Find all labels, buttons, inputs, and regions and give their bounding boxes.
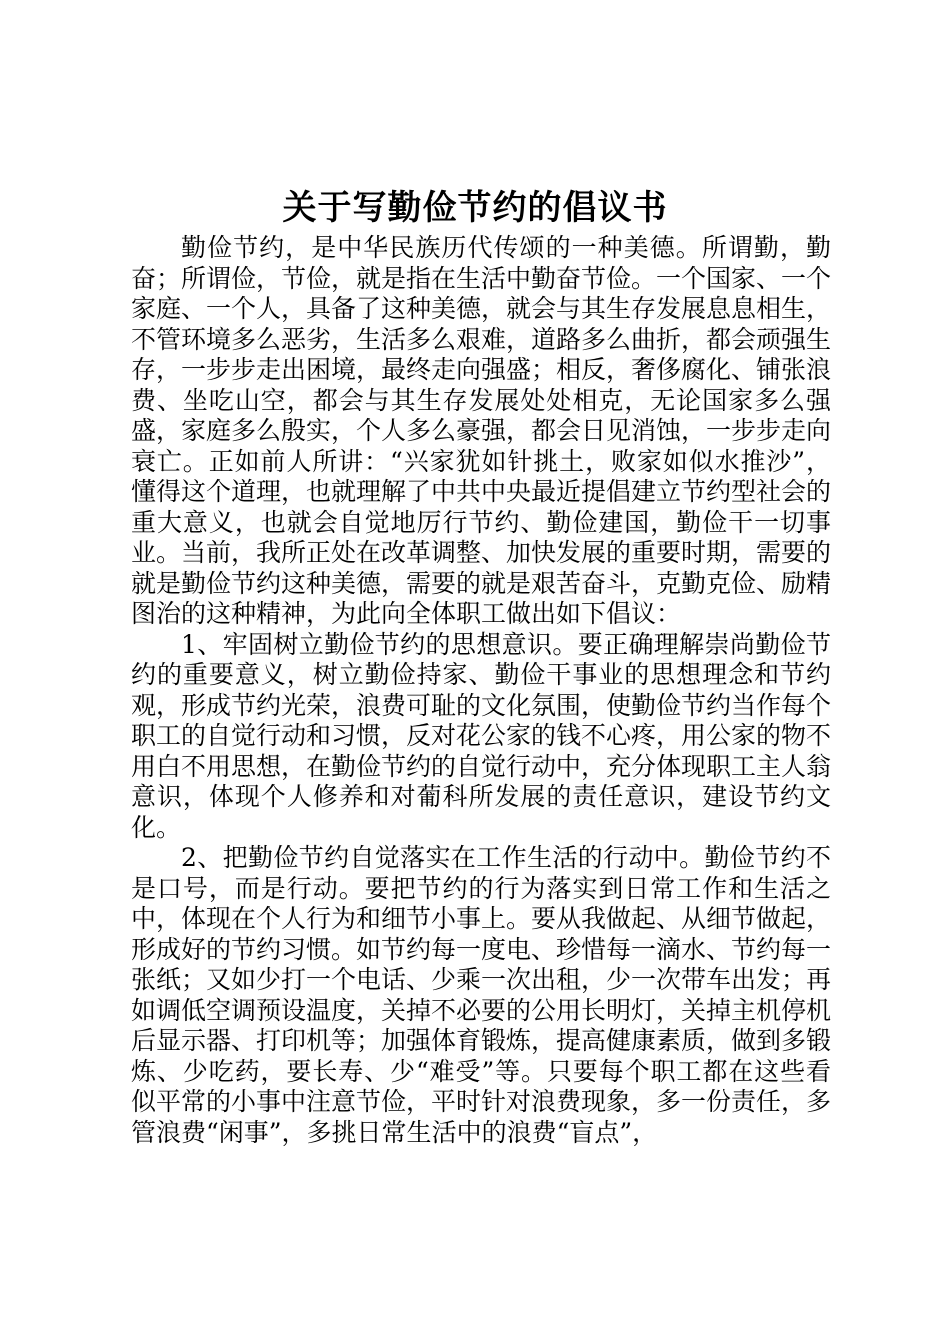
paragraph-item-2: 2、把勤俭节约自觉落实在工作生活的行动中。勤俭节约不是口号，而是行动。要把节约的行为落实到日常工作和生活之中，体现在个人行为和细节小事上。要从我做起、从细节做起，形成好的节约习惯。如节约每一度电、珍惜每一滴水、节约每一张纸；又如少打一个电话、少乘一次出租，少一次带车出发；再如调低空调预设温度，关掉不必要的公用长明灯，关掉主机停机后显示器、打印机等；加强体育锻炼，提高健康素质，做到多锻炼、少吃药，要长寿、少“难受”等。只要每个职工都在这些看似平常的小事中注意节俭，平时针对浪费现象，多一份责任，多管浪费“闲事”，多挑日常生活中的浪费“盲点”， (131, 843, 832, 1147)
paragraph-intro: 勤俭节约，是中华民族历代传颂的一种美德。所谓勤，勤奋；所谓俭，节俭，就是指在生活中勤奋节俭。一个国家、一个家庭、一个人，具备了这种美德，就会与其生存发展息息相生，不管环境多么恶劣，生活多么艰难，道路多么曲折，都会顽强生存，一步步走出困境，最终走向强盛；相反，奢侈腐化、铺张浪费、坐吃山空，都会与其生存发展处处相克，无论国家多么强盛，家庭多么殷实，个人多么豪强，都会日见消蚀，一步步走向衰亡。正如前人所讲：“兴家犹如针挑土，败家如似水推沙”，懂得这个道理，也就理解了中共中央最近提倡建立节约型社会的重大意义，也就会自觉地厉行节约、勤俭建国，勤俭干一切事业。当前，我所正处在改革调整、加快发展的重要时期，需要的就是勤俭节约这种美德，需要的就是艰苦奋斗，克勤克俭、励精图治的这种精神，为此向全体职工做出如下倡议： (131, 233, 832, 628)
paragraph-item-1: 1、牢固树立勤俭节约的思想意识。要正确理解崇尚勤俭节约的重要意义，树立勤俭持家、勤俭干事业的思想理念和节约观，形成节约光荣，浪费可耻的文化氛围，使勤俭节约当作每个职工的自觉行动和习惯，反对花公家的钱不心疼，用公家的物不用白不用思想，在勤俭节约的自觉行动中，充分体现职工主人翁意识，体现个人修养和对葡科所发展的责任意识，建设节约文化。 (131, 629, 832, 842)
document-body (131, 233, 831, 1148)
document-title: 关于写勤俭节约的倡议书 (282, 188, 668, 228)
